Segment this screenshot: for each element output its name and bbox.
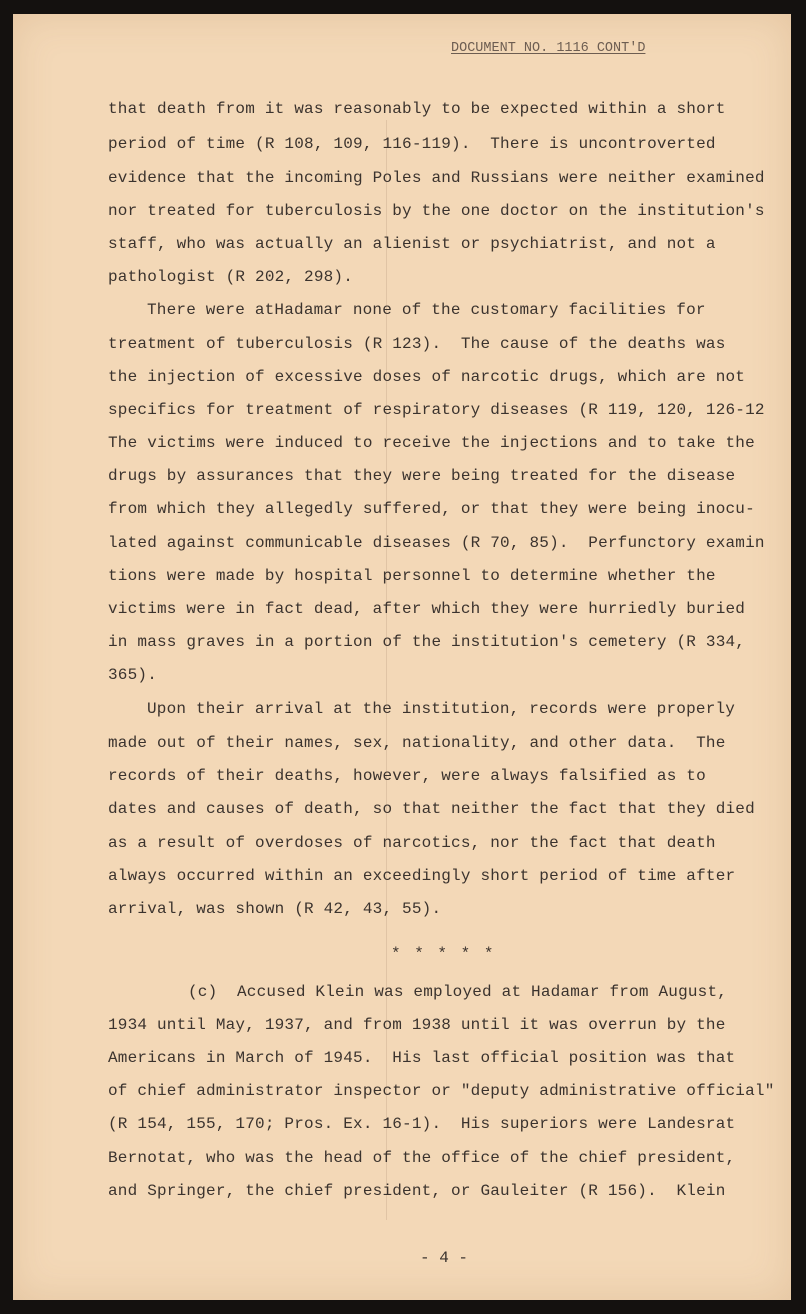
text-line: 365). [108, 666, 158, 684]
text-line: The victims were induced to receive the injections and to take the [108, 434, 755, 452]
text-line: arrival, was shown (R 42, 43, 55). [108, 900, 442, 918]
text-line: and Springer, the chief president, or Gauleiter (R 156). Klein [108, 1182, 726, 1200]
text-line: victims were in fact dead, after which they were hurriedly buried [108, 600, 746, 618]
text-line: period of time (R 108, 109, 116-119). There is uncontroverted [108, 135, 716, 153]
text-line: always occurred within an exceedingly short period of time after [108, 867, 736, 885]
text-line: Bernotat, who was the head of the office of the chief president, [108, 1149, 736, 1167]
text-line: from which they allegedly suffered, or that they were being inocu- [108, 500, 755, 518]
text-line: lated against communicable diseases (R 70, 85). Perfunctory examin [108, 534, 765, 552]
section-separator: * * * * * [391, 945, 496, 963]
text-line: in mass graves in a portion of the institution's cemetery (R 334, [108, 633, 746, 651]
page-number: - 4 - [420, 1249, 469, 1267]
text-line: 1934 until May, 1937, and from 1938 until it was overrun by the [108, 1016, 726, 1034]
text-line: (R 154, 155, 170; Pros. Ex. 16-1). His superiors were Landesrat [108, 1115, 736, 1133]
text-line: as a result of overdoses of narcotics, nor the fact that death [108, 834, 716, 852]
text-line: of chief administrator inspector or "deputy administrative official" [108, 1082, 775, 1100]
text-line: made out of their names, sex, nationality, and other data. The [108, 734, 726, 752]
text-line: nor treated for tuberculosis by the one doctor on the institution's [108, 202, 765, 220]
text-line: tions were made by hospital personnel to determine whether the [108, 567, 716, 585]
text-line: (c) Accused Klein was employed at Hadamar from August, [188, 983, 728, 1001]
text-line: records of their deaths, however, were always falsified as to [108, 767, 706, 785]
text-line: treatment of tuberculosis (R 123). The cause of the deaths was [108, 335, 726, 353]
text-line: specifics for treatment of respiratory diseases (R 119, 120, 126-12 [108, 401, 765, 419]
text-line: Americans in March of 1945. His last official position was that [108, 1049, 736, 1067]
text-line: staff, who was actually an alienist or psychiatrist, and not a [108, 235, 716, 253]
text-line: evidence that the incoming Poles and Russians were neither examined [108, 169, 765, 187]
text-line: the injection of excessive doses of narcotic drugs, which are not [108, 368, 746, 386]
text-line: drugs by assurances that they were being treated for the disease [108, 467, 736, 485]
text-line: dates and causes of death, so that neither the fact that they died [108, 800, 755, 818]
document-number-header: DOCUMENT NO. 1116 CONT'D [451, 41, 646, 56]
text-line: pathologist (R 202, 298). [108, 268, 354, 286]
text-line: that death from it was reasonably to be expected within a short [108, 100, 726, 118]
text-line: Upon their arrival at the institution, records were properly [147, 700, 736, 718]
text-line: There were atHadamar none of the customary facilities for [147, 301, 706, 319]
